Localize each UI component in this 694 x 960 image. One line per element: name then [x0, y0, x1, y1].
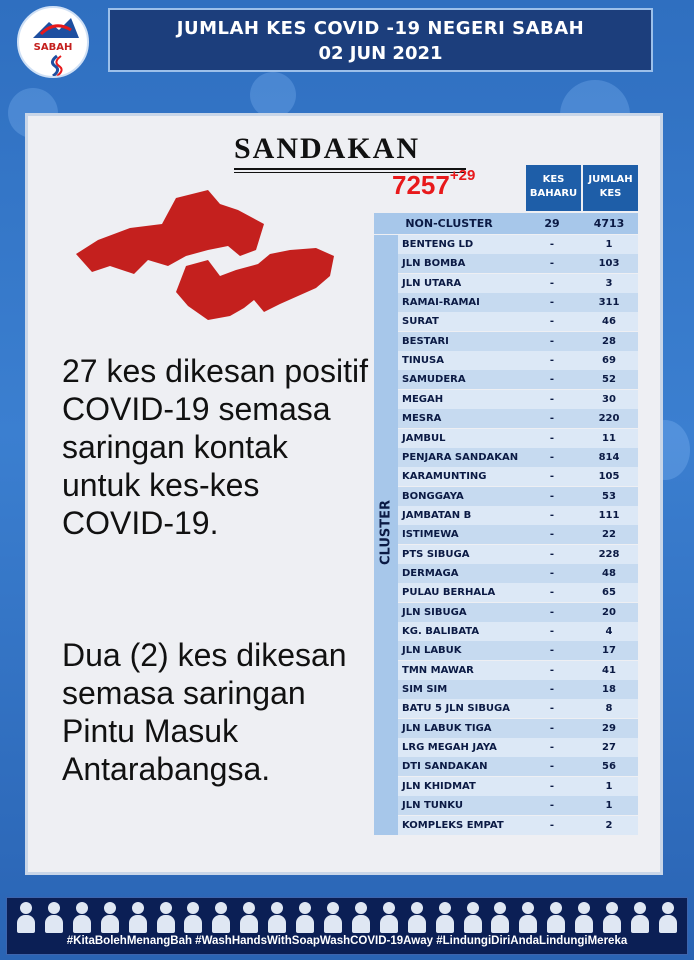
cluster-total: 220: [598, 413, 620, 425]
cluster-name: LRG MEGAH JAYA: [402, 742, 497, 754]
cluster-name: JAMBATAN B: [402, 509, 472, 521]
cluster-new: -: [549, 819, 555, 831]
table-row: [398, 603, 638, 622]
frontliner-figures: [15, 900, 679, 934]
cluster-label: CLUSTER: [378, 499, 394, 566]
cluster-total: 18: [602, 684, 616, 696]
frontliner-figure-icon: [489, 900, 511, 934]
frontliner-figure-icon: [127, 900, 149, 934]
cluster-new: -: [549, 451, 555, 463]
cluster-total: 41: [602, 664, 616, 676]
footer-hashtags: #KitaBolehMenangBah #WashHandsWithSoapWashCOVID-19Away #LindungiDiriAndaLindungiMereka: [66, 935, 628, 947]
cluster-total: 52: [602, 374, 616, 386]
cluster-name: PTS SIBUGA: [402, 548, 470, 560]
cluster-new: -: [549, 780, 555, 792]
cluster-name: JAMBUL: [402, 432, 446, 444]
sabah-health-logo-icon: [19, 10, 89, 46]
frontliner-figure-icon: [462, 900, 484, 934]
frontliner-figure-icon: [266, 900, 288, 934]
table-row: [398, 293, 638, 312]
cluster-new: -: [549, 297, 555, 309]
virus-decoration-icon: [250, 72, 296, 118]
cluster-total: 111: [598, 509, 620, 521]
cluster-new: -: [549, 529, 555, 541]
cluster-name: SURAT: [402, 316, 439, 328]
cluster-new: -: [549, 664, 555, 676]
cluster-name: PENJARA SANDAKAN: [402, 451, 519, 463]
cluster-new: -: [549, 471, 555, 483]
table-row: [398, 274, 638, 293]
cluster-new: -: [549, 684, 555, 696]
frontliner-figure-icon: [434, 900, 456, 934]
frontliner-figure-icon: [294, 900, 316, 934]
cluster-total: 48: [602, 567, 616, 579]
logo-ribbon-icon: [19, 54, 89, 78]
cluster-new: -: [549, 587, 555, 599]
cluster-name: SAMUDERA: [402, 374, 466, 386]
cluster-total: 814: [598, 451, 620, 463]
cluster-name: JLN LABUK TIGA: [402, 722, 492, 734]
description-para1: 27 kes dikesan positif COVID-19 semasa saringan kontak untuk kes-kes COVID-19.: [62, 353, 368, 541]
table-row: [398, 777, 638, 796]
cluster-name: KG. BALIBATA: [402, 626, 480, 637]
cluster-total: 46: [602, 316, 616, 328]
table-row: [398, 816, 638, 835]
cluster-new: -: [549, 335, 555, 347]
frontliner-figure-icon: [238, 900, 260, 934]
cluster-total: 65: [602, 587, 616, 599]
cluster-name: BATU 5 JLN SIBUGA: [402, 703, 511, 715]
header-title: JUMLAH KES COVID -19 NEGERI SABAH: [176, 18, 585, 39]
cluster-name: MESRA: [402, 413, 442, 425]
cluster-total: 20: [602, 606, 616, 618]
page-header: [108, 8, 653, 72]
frontliner-figure-icon: [378, 900, 400, 934]
frontliner-figure-icon: [15, 900, 37, 934]
cluster-total: 3: [605, 277, 613, 289]
table-row: [398, 699, 638, 718]
cluster-total: 8: [605, 703, 613, 715]
non-cluster-label: NON-CLUSTER: [405, 217, 493, 230]
district-panel: [28, 116, 660, 872]
cluster-total: 56: [602, 761, 616, 773]
cluster-total: 1: [605, 800, 613, 812]
cluster-new: -: [549, 567, 555, 579]
table-row: [398, 583, 638, 602]
cluster-name: DTI SANDAKAN: [402, 761, 488, 773]
cluster-new: -: [549, 703, 555, 715]
cluster-total: 1: [605, 239, 613, 250]
table-row: [398, 757, 638, 776]
cluster-new: -: [549, 626, 555, 637]
cluster-name: JLN LABUK: [402, 645, 462, 657]
frontliner-figure-icon: [657, 900, 679, 934]
non-cluster-row: [374, 213, 638, 234]
non-cluster-total: 4713: [593, 217, 625, 230]
cluster-name: SIM SIM: [402, 684, 448, 696]
cluster-total: 30: [602, 393, 616, 405]
cluster-total: 4: [605, 626, 613, 637]
table-row: [398, 564, 638, 583]
new-cases-value: +29: [449, 167, 476, 185]
cluster-new: -: [549, 374, 555, 386]
header-date: 02 JUN 2021: [318, 43, 443, 64]
frontliner-figure-icon: [210, 900, 232, 934]
cluster-side-bar: [374, 235, 398, 835]
district-total-cases: [392, 167, 476, 201]
cluster-new: -: [549, 722, 555, 734]
cluster-new: -: [549, 800, 555, 812]
frontliner-figure-icon: [71, 900, 93, 934]
frontliner-figure-icon: [99, 900, 121, 934]
cluster-name: DERMAGA: [402, 567, 459, 579]
non-cluster-new: 29: [544, 217, 560, 230]
table-row: [398, 641, 638, 660]
cluster-name: JLN KHIDMAT: [402, 780, 476, 792]
cluster-total: 17: [602, 645, 616, 657]
cluster-total: 105: [598, 471, 620, 483]
cluster-total: 228: [598, 548, 620, 560]
cluster-name: MEGAH: [402, 393, 444, 405]
cluster-total: 2: [605, 819, 613, 831]
cluster-name: KARAMUNTING: [402, 471, 487, 483]
cluster-new: -: [549, 413, 555, 425]
frontliner-figure-icon: [406, 900, 428, 934]
frontliner-figure-icon: [350, 900, 372, 934]
cluster-name: KOMPLEKS EMPAT: [402, 819, 504, 831]
cluster-total: 27: [602, 742, 616, 754]
cluster-new: -: [549, 258, 555, 270]
cluster-name: RAMAI-RAMAI: [402, 297, 480, 309]
cluster-new: -: [549, 742, 555, 754]
cluster-name: JLN SIBUGA: [402, 606, 467, 618]
frontliner-figure-icon: [182, 900, 204, 934]
cluster-new: -: [549, 432, 555, 444]
table-row: [398, 467, 638, 486]
table-row: [398, 370, 638, 389]
district-name: SANDAKAN: [234, 132, 421, 165]
table-row: [398, 738, 638, 757]
table-row: [398, 661, 638, 680]
cluster-total: 29: [602, 722, 616, 734]
col-header-new: KES BAHARU: [526, 165, 581, 211]
cluster-new: -: [549, 277, 555, 289]
cluster-new: -: [549, 606, 555, 618]
frontliner-figure-icon: [545, 900, 567, 934]
cluster-total: 28: [602, 335, 616, 347]
cluster-new: -: [549, 393, 555, 405]
frontliner-figure-icon: [43, 900, 65, 934]
cluster-total: 69: [602, 355, 616, 367]
cluster-new: -: [549, 548, 555, 560]
cluster-total: 311: [598, 297, 620, 309]
cluster-name: JLN TUNKU: [402, 800, 463, 812]
cluster-name: JLN UTARA: [402, 277, 462, 289]
cluster-total: 103: [598, 258, 620, 270]
cluster-new: -: [549, 490, 555, 502]
cluster-new: -: [549, 355, 555, 367]
table-row: [398, 525, 638, 544]
cluster-name: JLN BOMBA: [402, 258, 466, 270]
cluster-new: -: [549, 645, 555, 657]
cluster-total: 1: [605, 780, 613, 792]
cluster-new: -: [549, 239, 555, 250]
frontliner-figure-icon: [322, 900, 344, 934]
table-row: [398, 545, 638, 564]
table-row: [398, 409, 638, 428]
cluster-total: 11: [602, 432, 616, 444]
col-header-total: JUMLAH KES: [583, 165, 638, 211]
cluster-name: TMN MAWAR: [402, 664, 474, 676]
footer-banner: [6, 897, 688, 955]
table-row: [398, 448, 638, 467]
cluster-total: 53: [602, 490, 616, 502]
cluster-name: BENTENG LD: [402, 239, 474, 250]
frontliner-figure-icon: [517, 900, 539, 934]
cluster-name: BESTARI: [402, 335, 449, 347]
frontliner-figure-icon: [573, 900, 595, 934]
sandakan-map-icon: [58, 184, 348, 334]
table-row: [398, 796, 638, 815]
cluster-name: ISTIMEWA: [402, 529, 459, 541]
table-row: [398, 312, 638, 331]
table-row: [398, 680, 638, 699]
table-row: [398, 487, 638, 506]
frontliner-figure-icon: [601, 900, 623, 934]
cluster-new: -: [549, 316, 555, 328]
table-row: [398, 506, 638, 525]
table-row: [398, 235, 638, 254]
cluster-total: 22: [602, 529, 616, 541]
cluster-name: TINUSA: [402, 355, 444, 367]
table-row: [398, 332, 638, 351]
table-row: [398, 429, 638, 448]
cluster-name: BONGGAYA: [402, 490, 464, 502]
frontliner-figure-icon: [155, 900, 177, 934]
cluster-new: -: [549, 761, 555, 773]
table-row: [398, 719, 638, 738]
cluster-name: PULAU BERHALA: [402, 587, 496, 599]
total-value: 7257: [392, 170, 450, 200]
table-row: [398, 390, 638, 409]
table-row: [398, 351, 638, 370]
logo-text: SABAH: [33, 42, 73, 53]
table-row: [398, 622, 638, 641]
cluster-new: -: [549, 509, 555, 521]
table-row: [398, 254, 638, 273]
sabah-health-logo: [17, 6, 89, 78]
description-para2: Dua (2) kes dikesan semasa saringan Pintu Masuk Antarabangsa.: [62, 637, 347, 787]
frontliner-figure-icon: [629, 900, 651, 934]
